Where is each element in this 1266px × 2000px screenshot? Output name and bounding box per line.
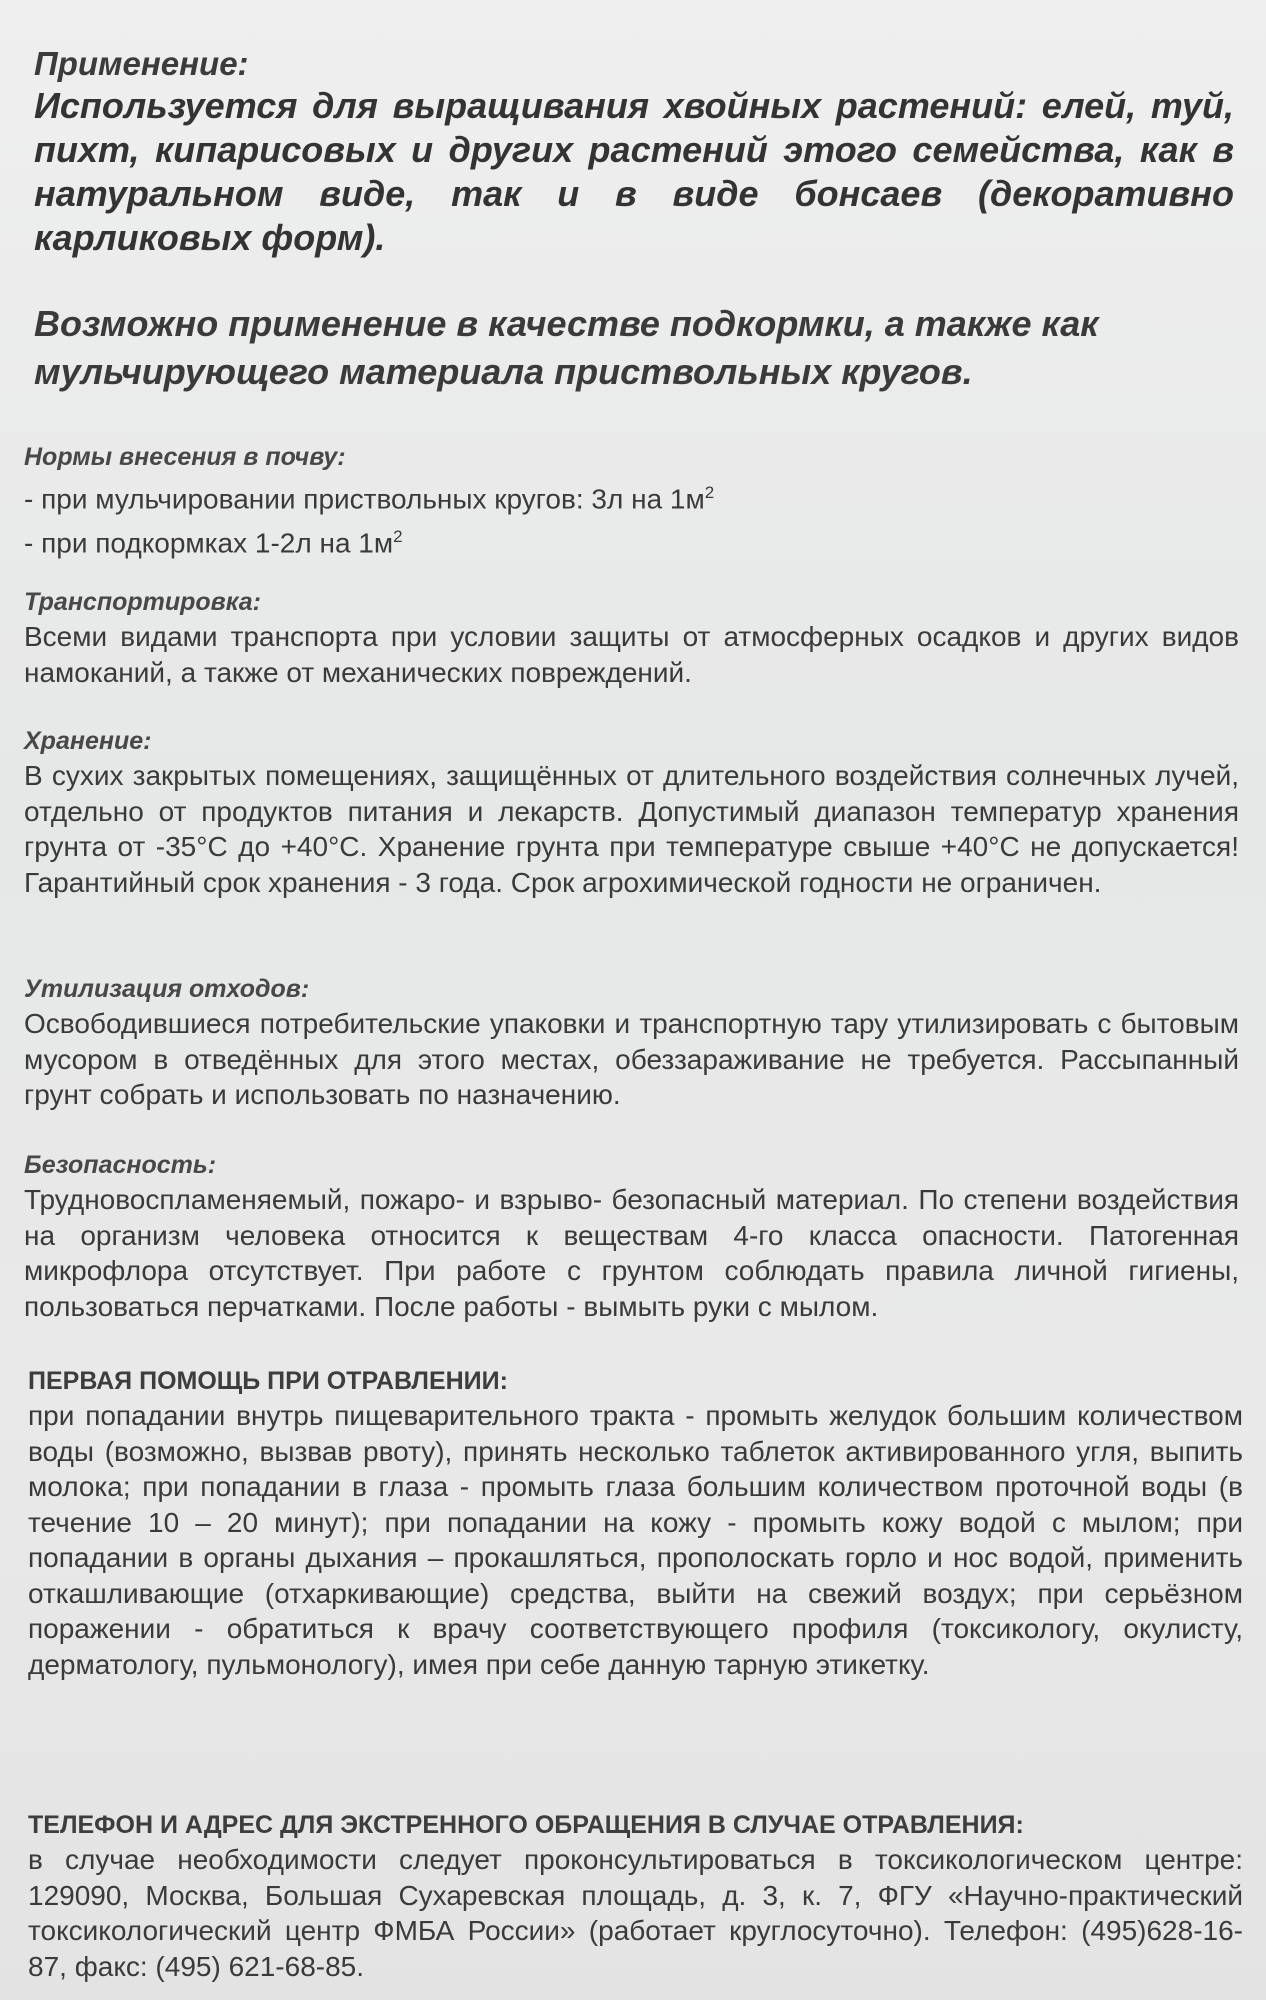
application-text-2: Возможно применение в качестве подкормки, а также как мульчирующего материала приствольных кругов.: [34, 303, 1099, 393]
norms-item-2-text: - при подкормках 1-2л на 1м: [24, 527, 394, 559]
disposal-text: Освободившиеся потребительские упаковки и транспортную тару утилизировать с бытовым мусором в отведённых для этого местах, обеззараживание не требуется. Рассыпанный грунт собрать и использовать по назначению.: [24, 1008, 1239, 1110]
transport-text: Всеми видами транспорта при условии защиты от атмосферных осадков и других видов намоканий, а также от механических повреждений.: [24, 621, 1239, 688]
first-aid-title: ПЕРВАЯ ПОМОЩЬ ПРИ ОТРАВЛЕНИИ:: [28, 1367, 508, 1395]
emergency-section: [28, 1808, 1243, 1984]
application-text: Используется для выращивания хвойных растений: елей, туй, пихт, кипарисовых и других растений этого семейства, как в натуральном виде, так и в виде бонсаев (декоративно карликовых форм).: [34, 85, 1234, 259]
norms-item-1-sup: 2: [704, 483, 715, 502]
norms-item-2-sup: 2: [393, 527, 403, 547]
disposal-section: [24, 972, 1239, 1113]
emergency-text: в случае необходимости следует проконсультироваться в токсикологическом центре: 129090, Москва, Большая Сухаревская площадь, д. 3, к. 7, ФГУ «Научно-практический токсикологический центр ФМБА России» (работает круглосуточно). Телефон: (495)628-16-87, факс: (495) 621-68-85.: [28, 1844, 1243, 1982]
first-aid-section: [28, 1364, 1243, 1682]
safety-section: [24, 1148, 1239, 1324]
norms-item-1-text: - при мульчировании приствольных кругов: 3л на 1м: [24, 483, 705, 515]
application-title: Применение:: [34, 45, 249, 82]
norms-item-1: [24, 474, 1239, 518]
norms-title: Нормы внесения в почву:: [24, 443, 346, 471]
safety-title: Безопасность:: [24, 1151, 217, 1179]
norms-item-2: [24, 518, 1239, 562]
disposal-title: Утилизация отходов:: [24, 975, 310, 1003]
storage-text: В сухих закрытых помещениях, защищённых от длительного воздействия солнечных лучей, отдельно от продуктов питания и лекарств. Допустимый диапазон температур хранения грунта от -35°С до +40°С. Хранение грунта при температуре свыше +40°С не допускается! Гарантийный срок хранения - 3 года. Срок агрохимической годности не ограничен.: [24, 760, 1239, 898]
storage-title: Хранение:: [24, 727, 152, 755]
storage-section: [24, 724, 1239, 900]
safety-text: Трудновоспламеняемый, пожаро- и взрыво- безопасный материал. По степени воздействия на организм человека относится к веществам 4-го класса опасности. Патогенная микрофлора отсутствует. При работе с грунтом соблюдать правила личной гигиены, пользоваться перчатками. После работы - вымыть руки с мылом.: [24, 1184, 1239, 1322]
norms-section: [24, 440, 1239, 563]
transport-section: [24, 585, 1239, 690]
emergency-title: ТЕЛЕФОН И АДРЕС ДЛЯ ЭКСТРЕННОГО ОБРАЩЕНИЯ В СЛУЧАЕ ОТРАВЛЕНИЯ:: [28, 1811, 1024, 1839]
application-section: [34, 46, 1234, 396]
transport-title: Транспортировка:: [24, 588, 261, 616]
first-aid-text: при попадании внутрь пищеварительного тракта - промыть желудок большим количеством воды (возможно, вызвав рвоту), принять несколько таблеток активированного угля, выпить молока; при попадании в глаза - промыть глаза большим количеством проточной воды (в течение 10 – 20 минут); при попадании на кожу - промыть кожу водой с мылом; при попадании в органы дыхания – прокашляться, прополоскать горло и нос водой, применить откашливающие (отхаркивающие) средства, выйти на свежий воздух; при серьёзном поражении - обратиться к врачу соответствующего профиля (токсикологу, окулисту, дерматологу, пульмонологу), имея при себе данную тарную этикетку.: [28, 1400, 1243, 1680]
